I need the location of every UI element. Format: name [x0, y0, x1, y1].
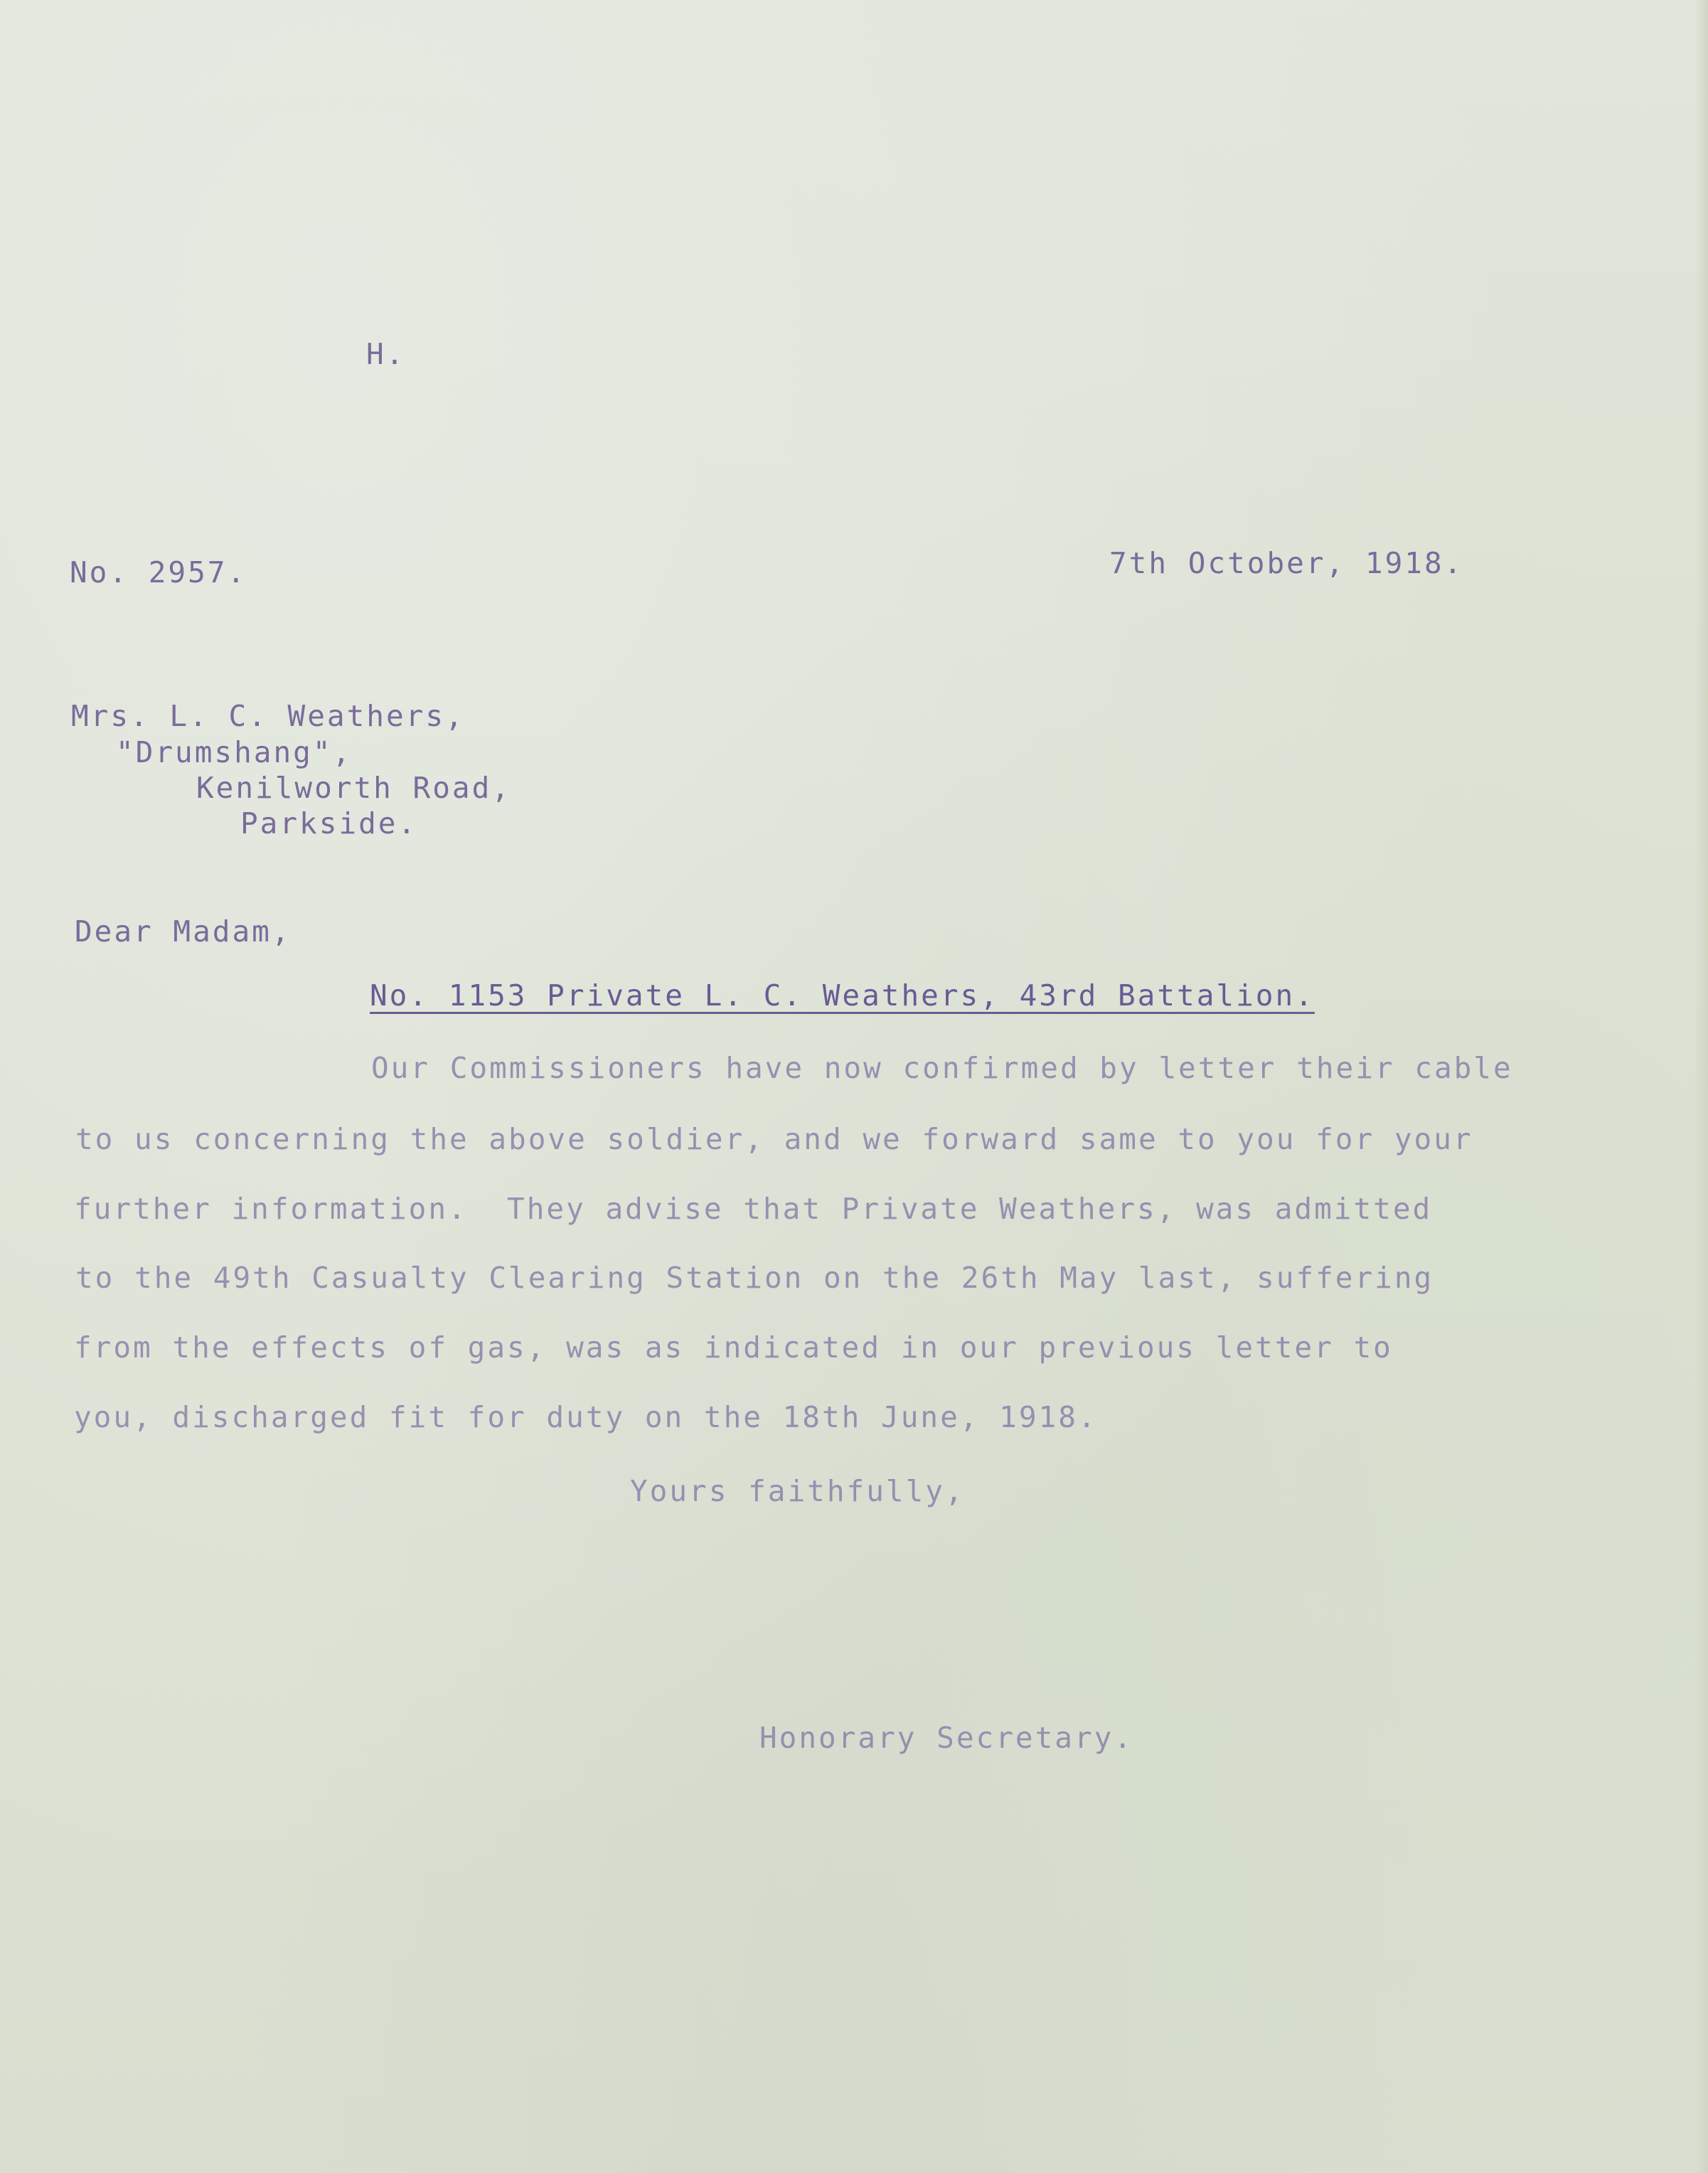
- address-line-street: Kenilworth Road,: [196, 771, 511, 805]
- body-line-5: from the effects of gas, was as indicated in our previous letter to: [74, 1330, 1393, 1365]
- subject-line: No. 1153 Private L. C. Weathers, 43rd Battalion.: [370, 978, 1315, 1013]
- salutation: Dear Madam,: [75, 914, 292, 949]
- file-mark: H.: [366, 337, 406, 371]
- body-line-1: Our Commissioners have now confirmed by letter their cable: [371, 1051, 1513, 1085]
- reference-number: No. 2957.: [70, 555, 247, 589]
- address-line-house: "Drumshang",: [116, 735, 353, 769]
- body-line-2: to us concerning the above soldier, and we forward same to you for your: [75, 1122, 1473, 1156]
- address-line-name: Mrs. L. C. Weathers,: [71, 699, 465, 733]
- letter-date: 7th October, 1918.: [1109, 546, 1464, 580]
- body-line-3: further information. They advise that Private Weathers, was admitted: [74, 1192, 1433, 1226]
- closing: Yours faithfully,: [630, 1474, 965, 1508]
- address-line-suburb: Parkside.: [240, 806, 418, 840]
- paper-edge: [1695, 0, 1708, 2173]
- body-line-6: you, discharged fit for duty on the 18th June, 1918.: [74, 1400, 1098, 1434]
- body-line-4: to the 49th Casualty Clearing Station on the 26th May last, suffering: [75, 1261, 1434, 1295]
- signature-title: Honorary Secretary.: [759, 1721, 1133, 1755]
